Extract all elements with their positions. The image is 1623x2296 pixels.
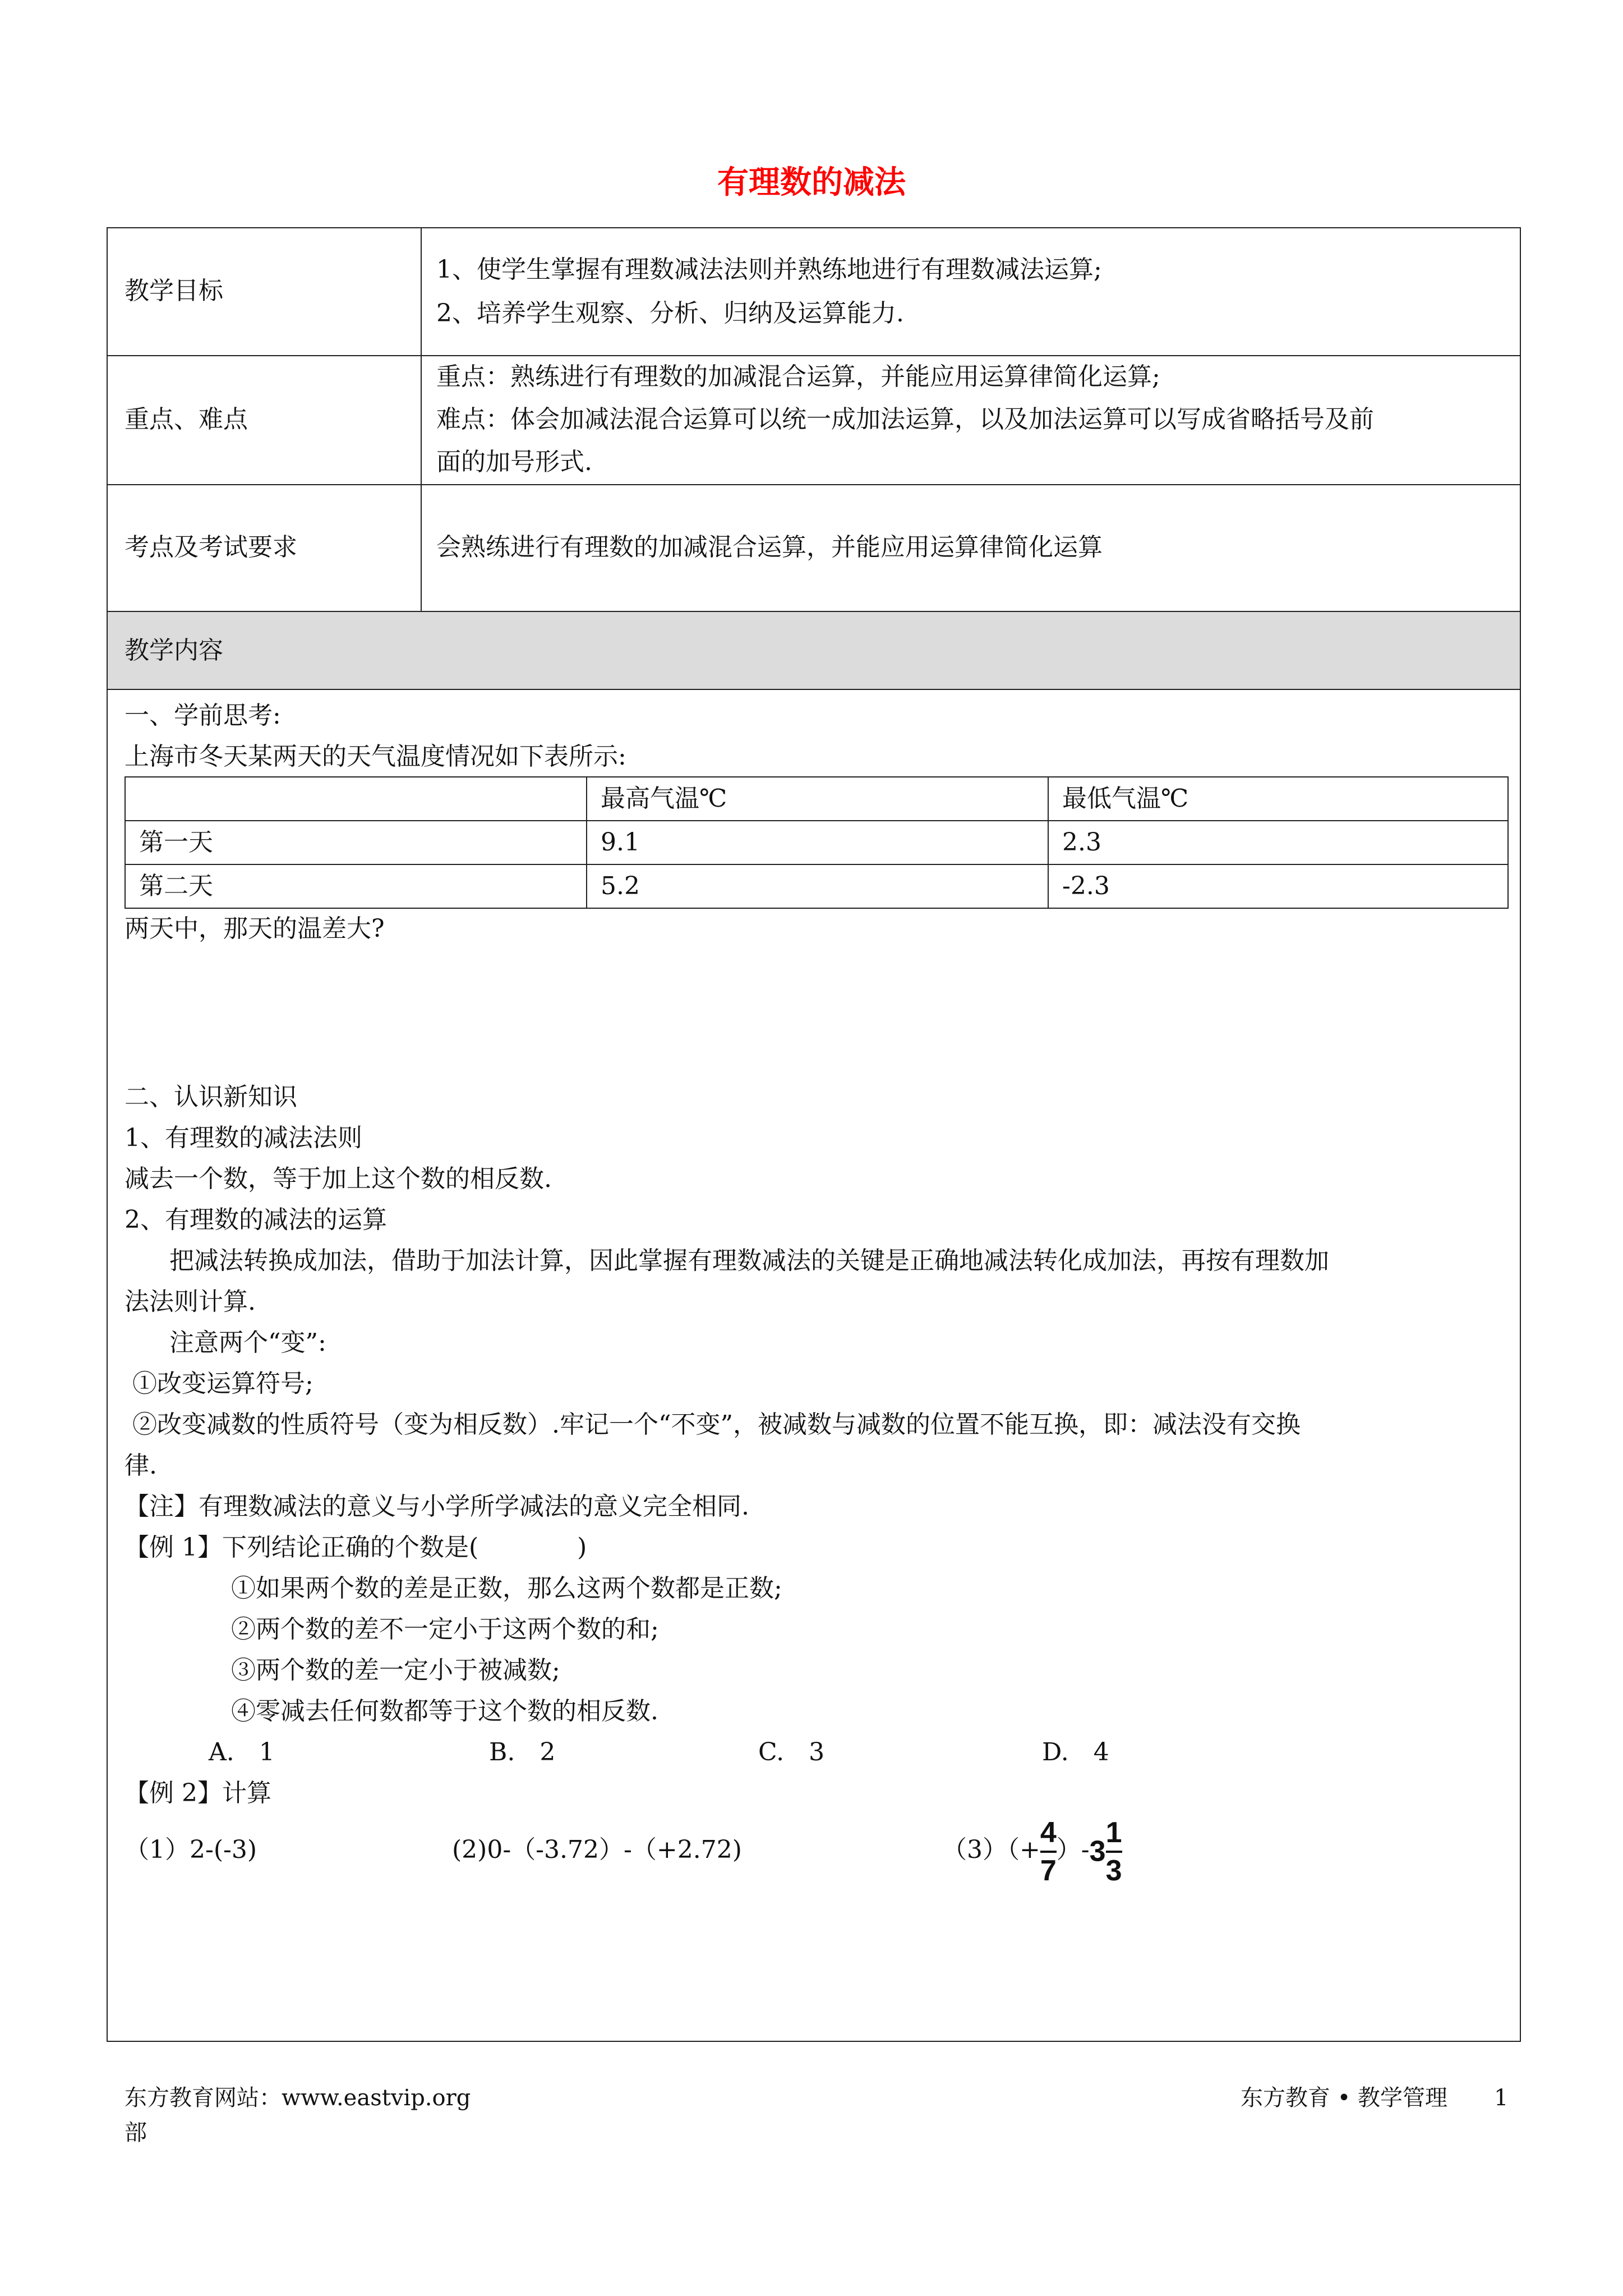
operation-title: 2、有理数的减法的运算 [125, 1205, 387, 1234]
table-cell: -2.3 [1048, 864, 1508, 908]
fraction-denominator: 7 [1040, 1854, 1057, 1887]
fraction-denominator: 3 [1105, 1854, 1122, 1887]
rule-text: 减去一个数，等于加上这个数的相反数. [125, 1165, 552, 1193]
operation-text-1: 把减法转换成加法，借助于加法计算，因此掌握有理数减法的关键是正确地减法转化成加法，再按有理数加 [169, 1246, 1329, 1275]
example1-item: ②两个数的差不一定小于这两个数的和; [231, 1615, 659, 1644]
example2-part1: （1）2-(-3) [125, 1835, 257, 1864]
example2-part3 [942, 1811, 1122, 1891]
change-1: ①改变运算符号; [132, 1369, 313, 1398]
objective-line-2: 2、培养学生观察、分析、归纳及运算能力. [436, 299, 904, 328]
option-b: B. 2 [489, 1738, 556, 1766]
option-c: C. 3 [758, 1738, 825, 1766]
fraction-4-7 [1040, 1816, 1057, 1888]
part3-prefix: （3）（+ [942, 1835, 1040, 1864]
column-divider [421, 227, 422, 611]
example2-part2: (2)0-（-3.72）-（+2.72) [452, 1835, 742, 1864]
page-title: 有理数的减法 [717, 164, 906, 201]
note-intro: 注意两个“变”: [169, 1328, 326, 1357]
fraction-1-3 [1106, 1816, 1122, 1888]
footer-left: 东方教育网站：www.eastvip.org [125, 2085, 471, 2111]
fraction-bar [1106, 1851, 1122, 1853]
exam-requirement: 会熟练进行有理数的加减混合运算，并能应用运算律简化运算 [436, 533, 1103, 562]
example1-item: ④零减去任何数都等于这个数的相反数. [231, 1697, 658, 1726]
footer-left-2: 部 [125, 2120, 147, 2146]
section1-intro: 上海市冬天某两天的天气温度情况如下表所示: [125, 742, 626, 771]
table-header-cell [125, 777, 587, 821]
example1-item: ①如果两个数的差是正数，那么这两个数都是正数; [231, 1574, 782, 1603]
table-header-cell: 最低气温℃ [1048, 777, 1508, 821]
note: 【注】有理数减法的意义与小学所学减法的意义完全相同. [125, 1492, 749, 1521]
example2-stem: 【例 2】计算 [125, 1779, 271, 1807]
example1-stem: 【例 1】下列结论正确的个数是( ) [125, 1533, 587, 1562]
change-2a: ②改变减数的性质符号（变为相反数）.牢记一个“不变”，被减数与减数的位置不能互换，即：减法没有交换 [132, 1410, 1301, 1439]
content-header: 教学内容 [125, 636, 223, 665]
row-label-objectives: 教学目标 [125, 277, 223, 305]
section1-heading: 一、学前思考: [125, 701, 281, 730]
keypoint-line-2: 难点：体会加减法混合运算可以统一成加法运算，以及加法运算可以写成省略括号及前 [436, 405, 1374, 434]
fraction-bar [1040, 1851, 1057, 1853]
row-divider [107, 355, 1521, 356]
table-cell: 9.1 [587, 821, 1048, 864]
table-cell: 2.3 [1048, 821, 1508, 864]
row-divider [107, 484, 1521, 485]
operation-text-2: 法法则计算. [125, 1287, 256, 1316]
rule-title: 1、有理数的减法法则 [125, 1124, 362, 1152]
section1-question: 两天中，那天的温差大? [125, 914, 385, 943]
fraction-numerator: 1 [1105, 1816, 1122, 1849]
row-label-keypoints: 重点、难点 [125, 405, 248, 434]
change-2b: 律. [125, 1451, 157, 1480]
table-row [125, 864, 1508, 908]
option-a: A. 1 [209, 1738, 275, 1766]
fraction-numerator: 4 [1040, 1816, 1057, 1849]
footer-right: 东方教育 • 教学管理 [1241, 2085, 1448, 2111]
row-divider [107, 689, 1521, 690]
table-cell: 5.2 [587, 864, 1048, 908]
keypoint-line-3: 面的加号形式. [436, 448, 592, 476]
objective-line-1: 1、使学生掌握有理数减法法则并熟练地进行有理数减法运算; [436, 255, 1102, 284]
part3-mid: ）- [1056, 1835, 1090, 1864]
mixed-whole: 3 [1089, 1835, 1106, 1868]
option-d: D. 4 [1042, 1738, 1109, 1766]
keypoint-line-1: 重点：熟练进行有理数的加减混合运算，并能应用运算律简化运算; [436, 362, 1160, 391]
example1-item: ③两个数的差一定小于被减数; [231, 1656, 560, 1685]
table-row [125, 821, 1508, 864]
table-header-cell: 最高气温℃ [587, 777, 1048, 821]
temperature-table [125, 776, 1509, 909]
content-header-band [108, 612, 1520, 689]
table-cell: 第一天 [125, 821, 587, 864]
table-cell: 第二天 [125, 864, 587, 908]
section2-heading: 二、认识新知识 [125, 1083, 297, 1111]
row-label-exam: 考点及考试要求 [125, 533, 297, 562]
page-number: 1 [1494, 2085, 1509, 2111]
table-header-row [125, 777, 1508, 821]
